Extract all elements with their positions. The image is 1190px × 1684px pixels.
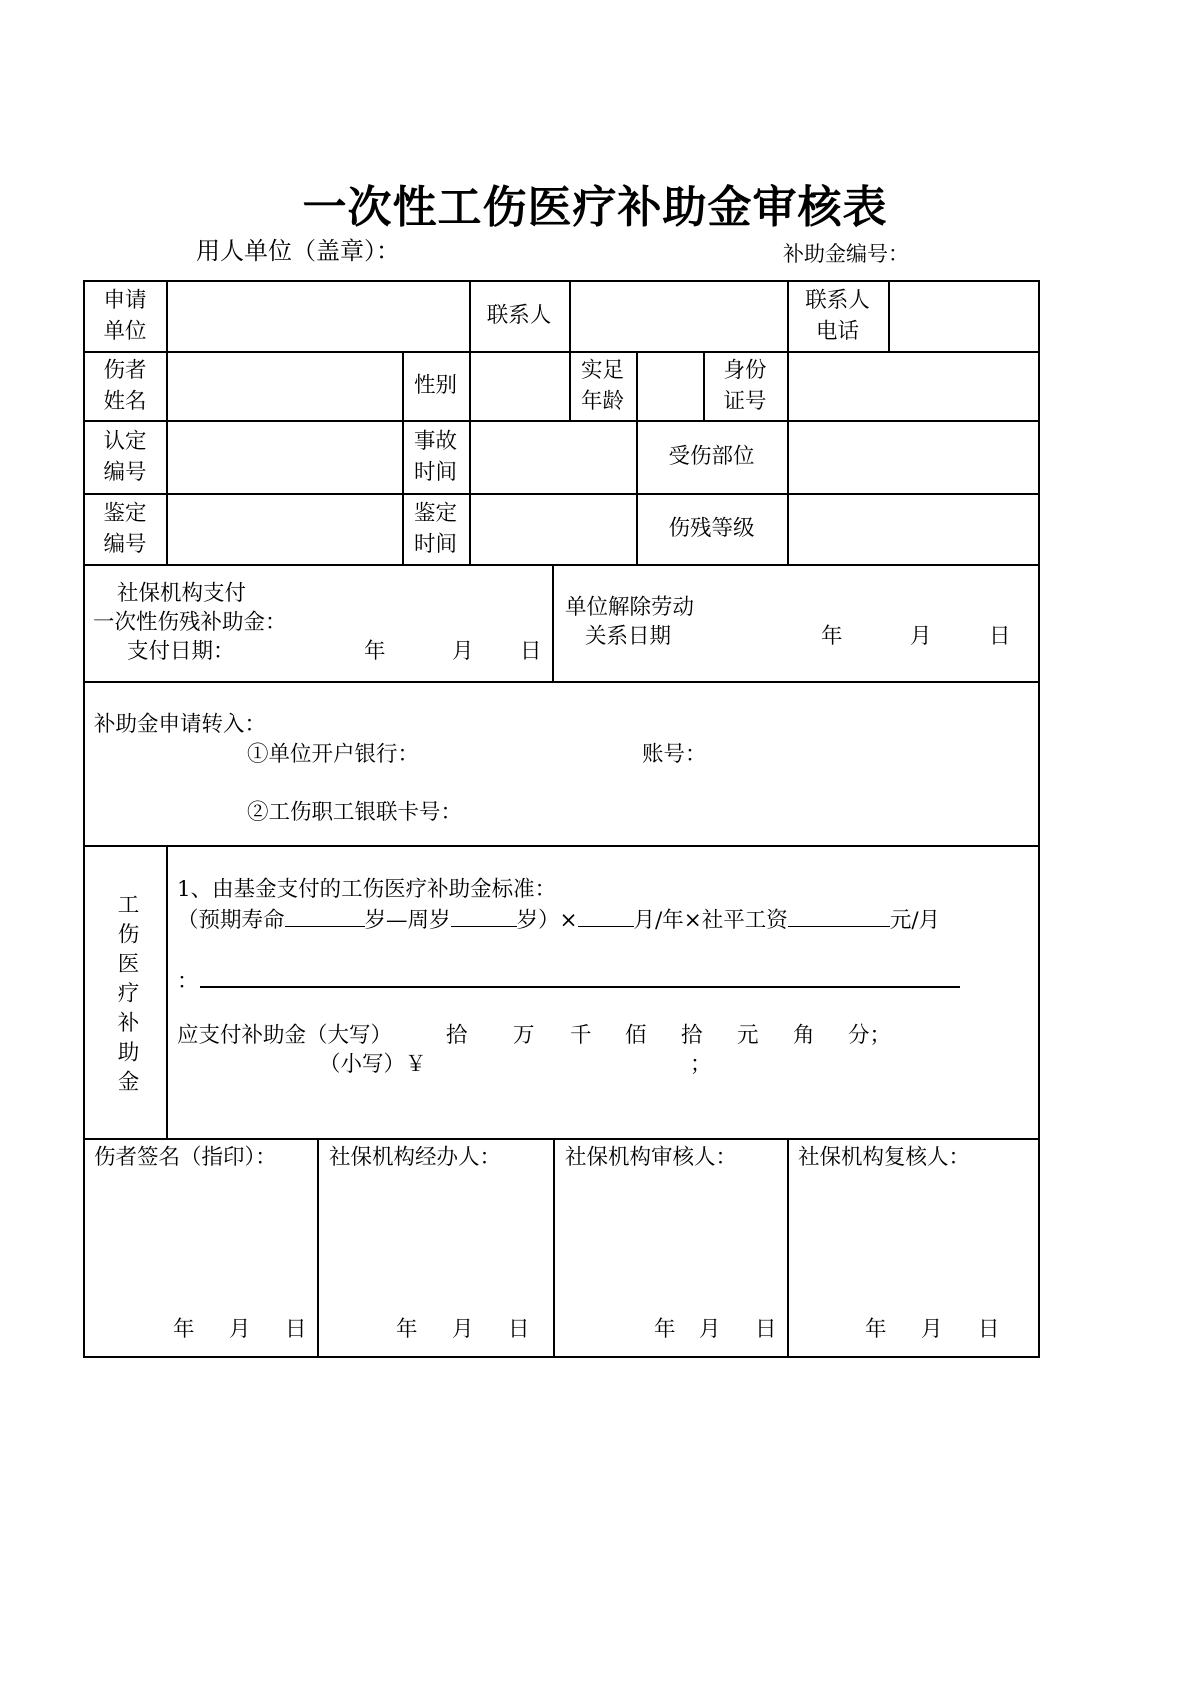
- injury-part-label: 受伤部位: [668, 444, 755, 469]
- payment-date-year: 年: [364, 639, 386, 664]
- gender-field[interactable]: [471, 353, 568, 419]
- reviewer-sign-month: 月: [699, 1317, 721, 1342]
- injury-part-field[interactable]: [789, 422, 1037, 492]
- employer-seal-label: 用人单位（盖章）：: [196, 237, 400, 265]
- reviewer-sign-day: 日: [755, 1317, 777, 1342]
- handler-sign-month: 月: [452, 1317, 474, 1342]
- termination-date-day: 日: [989, 624, 1011, 649]
- amount-semicolon: ；: [690, 1052, 712, 1077]
- rechecker-signature-label: 社保机构复核人：: [798, 1145, 971, 1170]
- unit-bank-field[interactable]: [415, 737, 635, 771]
- unit-shi-2: 拾: [681, 1023, 703, 1048]
- injured-sign-day: 日: [285, 1317, 307, 1342]
- subsidy-standard-line: 1、由基金支付的工伤医疗补助金标准：: [177, 877, 557, 902]
- unit-jiao: 角: [793, 1023, 815, 1048]
- termination-label-line2: 关系日期: [585, 624, 672, 649]
- injured-signature-field[interactable]: [90, 1178, 310, 1298]
- subsidy-formula: [177, 904, 940, 936]
- transfer-label: 补助金申请转入：: [94, 712, 267, 737]
- appraisal-number-label: 鉴定 编号: [103, 501, 147, 557]
- months-per-year-blank[interactable]: [578, 904, 634, 927]
- payment-date-label: 支付日期：: [127, 639, 235, 664]
- average-wage-blank[interactable]: [788, 904, 890, 927]
- amount-lower-label: （小写）￥: [319, 1052, 427, 1077]
- unit-bai: 佰: [625, 1023, 647, 1048]
- payment-date-day: 日: [520, 639, 542, 664]
- contact-label: 联系人: [486, 303, 552, 328]
- injured-sign-month: 月: [229, 1317, 251, 1342]
- termination-date-month: 月: [910, 624, 932, 649]
- id-number-label: 身份 证号: [723, 358, 767, 414]
- age-field[interactable]: [638, 353, 702, 419]
- age-label: 实足 年龄: [580, 358, 624, 414]
- termination-label-line1: 单位解除劳动: [565, 595, 695, 620]
- unit-fen: 分；: [848, 1023, 892, 1048]
- subsidy-number-label: 补助金编号：: [783, 242, 909, 266]
- applicant-unit-label: 申请 单位: [103, 288, 147, 344]
- reviewer-sign-year: 年: [654, 1317, 676, 1342]
- account-number-field[interactable]: [700, 737, 1020, 771]
- unit-shi-1: 拾: [446, 1023, 468, 1048]
- appraisal-number-field[interactable]: [168, 495, 401, 563]
- payment-date-month: 月: [452, 639, 474, 664]
- gender-label: 性别: [413, 373, 457, 398]
- amount-lower-field[interactable]: [425, 1047, 685, 1079]
- applicant-unit-field[interactable]: [168, 282, 468, 350]
- handler-signature-label: 社保机构经办人：: [329, 1145, 502, 1170]
- rechecker-sign-day: 日: [978, 1317, 1000, 1342]
- unit-wan: 万: [513, 1023, 535, 1048]
- unit-qian: 千: [570, 1023, 592, 1048]
- contact-phone-field[interactable]: [890, 282, 1037, 350]
- formula-part-expected-life: （预期寿命: [177, 908, 285, 933]
- page-title: 一次性工伤医疗补助金审核表: [302, 182, 888, 233]
- unionpay-card-label: ②工伤职工银联卡号：: [247, 800, 463, 825]
- disability-level-label: 伤残等级: [668, 516, 755, 541]
- reviewer-signature-label: 社保机构审核人：: [565, 1145, 738, 1170]
- injured-signature-label: 伤者签名（指印）：: [94, 1145, 277, 1170]
- appraisal-time-field[interactable]: [471, 495, 635, 563]
- current-age-blank[interactable]: [451, 904, 517, 927]
- reviewer-signature-field[interactable]: [560, 1178, 780, 1298]
- medical-subsidy-section-label: 工伤医疗补助金: [114, 893, 139, 1100]
- expected-life-blank[interactable]: [285, 904, 365, 927]
- appraisal-time-label: 鉴定 时间: [413, 501, 457, 557]
- formula-part-age: 岁—周岁: [364, 908, 451, 933]
- unit-bank-label: ①单位开户银行：: [247, 742, 420, 767]
- injured-sign-year: 年: [173, 1317, 195, 1342]
- rechecker-sign-year: 年: [865, 1317, 887, 1342]
- calculation-result-line[interactable]: [200, 986, 960, 988]
- formula-part-avg-wage: 月/年×社平工资: [633, 908, 788, 933]
- contact-field[interactable]: [571, 282, 786, 350]
- id-number-field[interactable]: [789, 353, 1037, 419]
- certification-number-field[interactable]: [168, 422, 401, 492]
- rechecker-sign-month: 月: [921, 1317, 943, 1342]
- certification-number-label: 认定 编号: [103, 429, 147, 485]
- formula-part-times: 岁）×: [516, 908, 578, 933]
- injured-name-label: 伤者 姓名: [103, 358, 147, 414]
- disability-level-field[interactable]: [789, 495, 1037, 563]
- accident-time-label: 事故 时间: [413, 429, 457, 485]
- handler-signature-field[interactable]: [325, 1178, 545, 1298]
- handler-sign-day: 日: [508, 1317, 530, 1342]
- accident-time-field[interactable]: [471, 422, 635, 492]
- account-number-label: 账号：: [642, 742, 707, 767]
- handler-sign-year: 年: [396, 1317, 418, 1342]
- disability-subsidy-label: 一次性伤残补助金：: [93, 610, 287, 635]
- unionpay-card-field[interactable]: [465, 795, 865, 829]
- contact-phone-label: 联系人 电话: [805, 288, 870, 344]
- unit-yuan: 元: [737, 1023, 759, 1048]
- rechecker-signature-field[interactable]: [795, 1178, 1030, 1298]
- social-insurance-payment-label: 社保机构支付: [117, 581, 247, 606]
- calculation-colon: ：: [177, 969, 199, 994]
- termination-date-year: 年: [821, 624, 843, 649]
- amount-upper-label: 应支付补助金（大写）: [177, 1023, 393, 1048]
- injured-name-field[interactable]: [168, 353, 401, 419]
- formula-part-unit: 元/月: [889, 908, 941, 933]
